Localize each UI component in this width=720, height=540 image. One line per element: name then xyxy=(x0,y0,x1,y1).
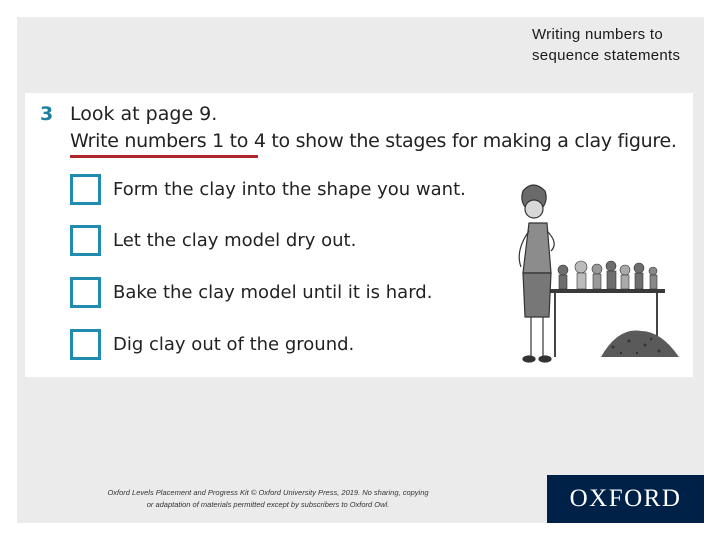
question-instruction-1: Look at page 9. xyxy=(70,103,218,125)
copyright-line-1: Oxford Levels Placement and Progress Kit © Oxford University Press, 2019. No sharing, copying xyxy=(107,488,429,497)
slide-title xyxy=(532,24,712,66)
sequence-item-label: Dig clay out of the ground. xyxy=(113,333,355,355)
oxford-logo xyxy=(547,475,704,523)
copyright-line-2: or adaptation of materials permitted except by subscribers to Oxford Owl. xyxy=(146,500,390,509)
sequence-item xyxy=(70,274,432,310)
answer-box[interactable] xyxy=(70,329,101,360)
answer-box[interactable] xyxy=(70,174,101,205)
instruction-underline xyxy=(70,155,258,158)
clay-figures xyxy=(558,261,657,289)
sequence-item-label: Form the clay into the shape you want. xyxy=(113,178,466,200)
table-top xyxy=(545,289,665,293)
sequence-item xyxy=(70,171,466,207)
girl-figure xyxy=(519,185,554,362)
copyright-notice xyxy=(88,487,448,511)
sequence-item xyxy=(70,326,354,362)
answer-box[interactable] xyxy=(70,225,101,256)
question-instruction-2: Write numbers 1 to 4 to show the stages for making a clay figure. xyxy=(70,130,677,152)
clay-pile xyxy=(601,331,679,357)
slide-title-line-1: Writing numbers to xyxy=(532,26,664,43)
question-card xyxy=(25,93,693,377)
sequence-item-label: Let the clay model dry out. xyxy=(113,229,357,251)
girl-with-clay-figures-illustration xyxy=(493,181,693,373)
answer-box[interactable] xyxy=(70,277,101,308)
slide-title-line-2: sequence statements xyxy=(532,47,681,64)
sequence-item xyxy=(70,222,356,258)
sequence-item-label: Bake the clay model until it is hard. xyxy=(113,281,433,303)
question-number: 3 xyxy=(40,103,54,125)
oxford-logo-text: OXFORD xyxy=(569,485,682,512)
